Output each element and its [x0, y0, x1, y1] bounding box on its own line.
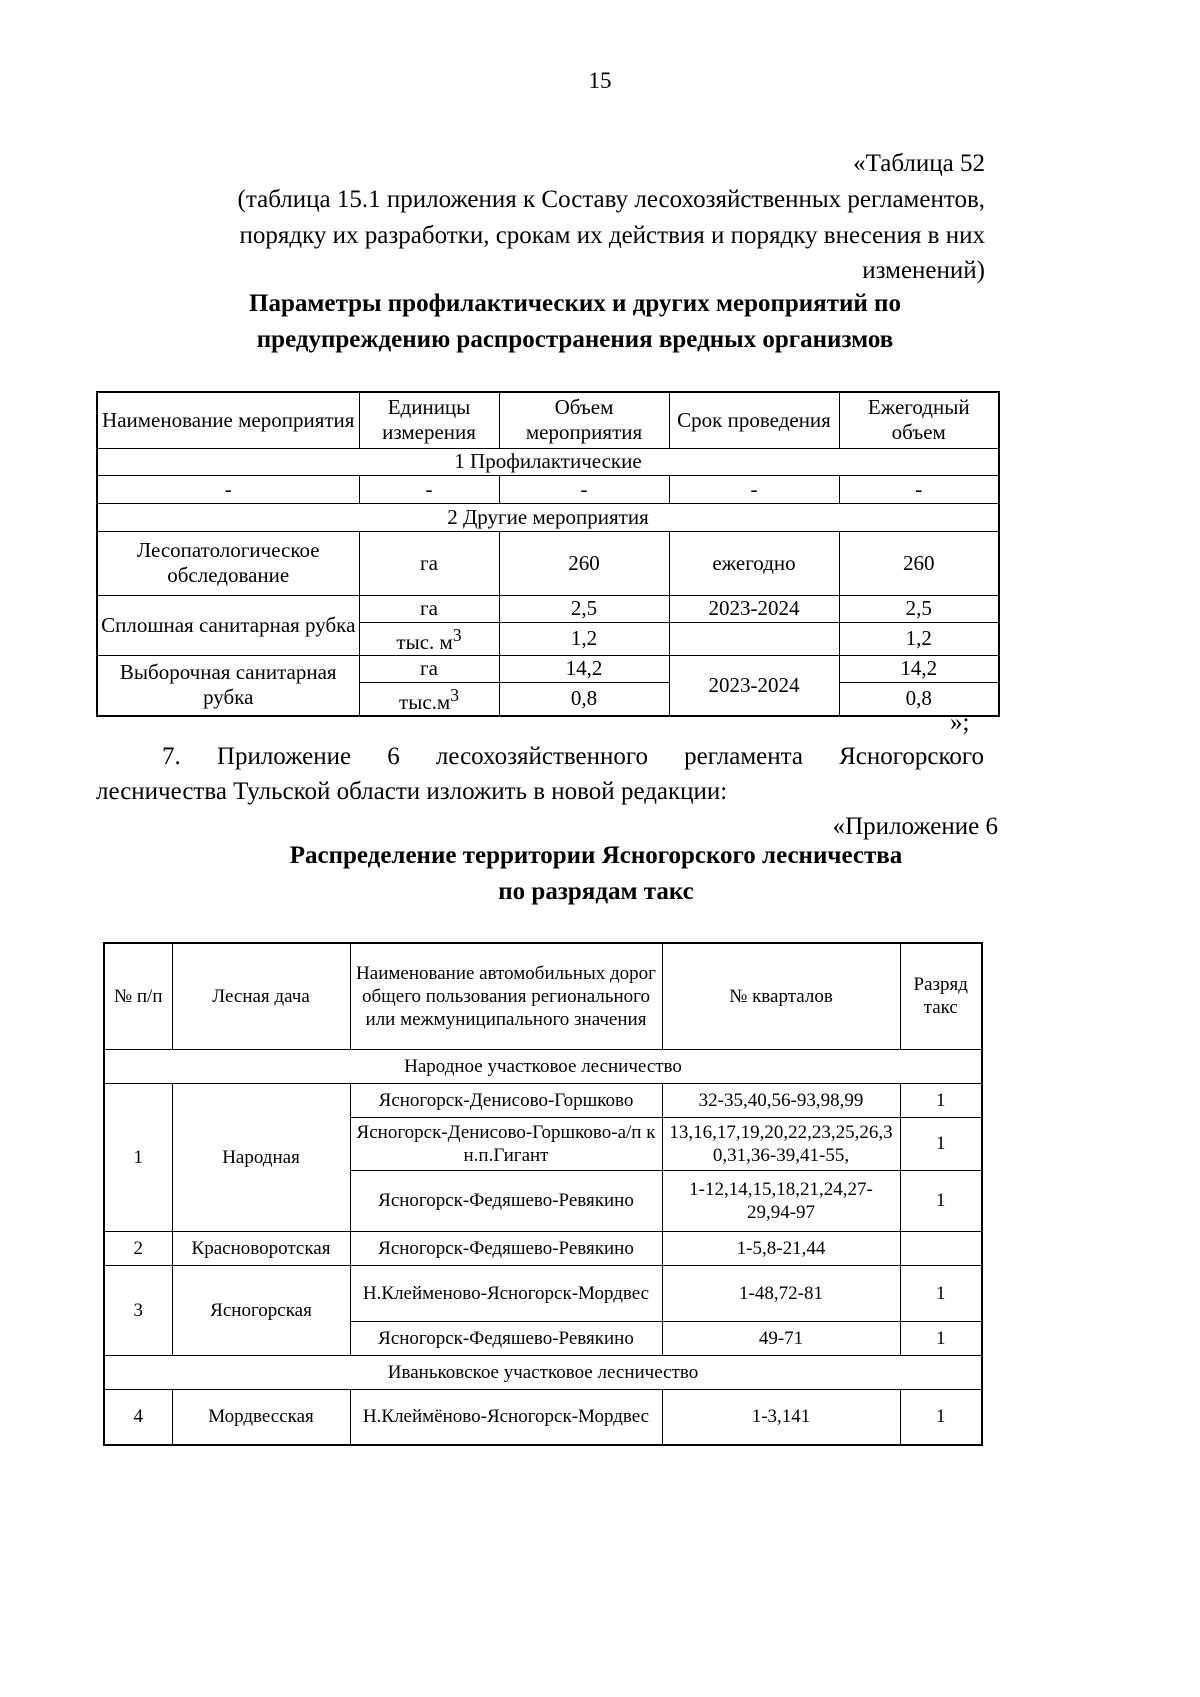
header-cell: Единицы измерения — [359, 392, 499, 448]
table-cell: Выборочная санитарная рубка — [97, 655, 359, 716]
header-cell: Объем мероприятия — [499, 392, 669, 448]
item7-line2: лесничества Тульской области изложить в новой редакции: — [96, 778, 728, 805]
table-cell: 1-48,72-81 — [662, 1265, 900, 1321]
table52-label: «Таблица 52 — [853, 150, 985, 177]
section-row: 1 Профилактические — [97, 448, 999, 475]
table-cell: Красноворотская — [172, 1231, 350, 1265]
table-cell: 2 — [104, 1231, 172, 1265]
table-cell: ежегодно — [669, 531, 839, 595]
table-cell — [900, 1231, 982, 1265]
table-cell: 2,5 — [839, 595, 999, 622]
table-cell: 1,2 — [839, 622, 999, 655]
table-cell: 1-3,141 — [662, 1389, 900, 1445]
table-cell: 49-71 — [662, 1321, 900, 1355]
table-cell: 1 — [900, 1321, 982, 1355]
header-cell: Срок проведения — [669, 392, 839, 448]
table-cell: 14,2 — [839, 655, 999, 682]
table-cell: 1-5,8-21,44 — [662, 1231, 900, 1265]
table-cell: - — [839, 475, 999, 503]
table-cell: 1 — [900, 1083, 982, 1117]
table-cell: га — [359, 531, 499, 595]
table-cell: Ясногорск-Денисово-Горшково — [350, 1083, 662, 1117]
table-cell: 3 — [104, 1265, 172, 1355]
table-cell: Народная — [172, 1083, 350, 1231]
header-cell: № кварталов — [662, 943, 900, 1049]
table-cell: 1 — [900, 1117, 982, 1170]
table-cell: Н.Клейменово-Ясногорск-Мордвес — [350, 1265, 662, 1321]
table-cell: 1 — [900, 1170, 982, 1231]
table-cell: га — [359, 655, 499, 682]
header-cell: Наименование автомобильных дорог общего пользования регионального или межмуниципального значения — [350, 943, 662, 1049]
table-cell: 260 — [499, 531, 669, 595]
item7-line1: 7. Приложение 6 лесохозяйственного регламента Ясногорского — [162, 743, 984, 770]
appendix-title-line2: по разрядам такс — [498, 878, 694, 905]
table-cell: 4 — [104, 1389, 172, 1445]
table-cell: 2023-2024 — [669, 595, 839, 622]
table-cell: Сплошная санитарная рубка — [97, 595, 359, 655]
table-cell: 13,16,17,19,20,22,23,25,26,30,31,36-39,41-55, — [662, 1117, 900, 1170]
table-cell: 1-12,14,15,18,21,24,27-29,94-97 — [662, 1170, 900, 1231]
header-cell: № п/п — [104, 943, 172, 1049]
table52-title-line2: предупреждению распространения вредных организмов — [256, 326, 894, 353]
table-cell: $тыс.м^3$ — [359, 682, 499, 716]
closing-quote: »; — [950, 709, 970, 736]
table52-caption-line4: изменений) — [862, 257, 985, 284]
table-cell: 260 — [839, 531, 999, 595]
tax-rank-table — [103, 942, 983, 1446]
table-cell: тыс. $м^3$ — [359, 622, 499, 655]
table-cell: 0,8 — [839, 682, 999, 716]
appendix-title-line1: Распределение территории Ясногорского лесничества — [289, 842, 903, 869]
table52-caption-line3: порядку их разработки, срокам их действия и порядку внесения в них — [239, 222, 985, 249]
header-cell: Разряд такс — [900, 943, 982, 1049]
table-cell: 14,2 — [499, 655, 669, 682]
table52-caption-line2: (таблица 15.1 приложения к Составу лесохозяйственных регламентов, — [237, 186, 985, 213]
section-row: 2 Другие мероприятия — [97, 503, 999, 531]
table-cell: 32-35,40,56-93,98,99 — [662, 1083, 900, 1117]
table-cell: 1 — [900, 1265, 982, 1321]
section-row: Народное участковое лесничество — [104, 1049, 982, 1083]
section-row: Иваньковское участковое лесничество — [104, 1355, 982, 1389]
header-cell: Ежегодный объем — [839, 392, 999, 448]
table52-title-line1: Параметры профилактических и других мероприятий по — [249, 290, 901, 317]
table-cell: Мордвесская — [172, 1389, 350, 1445]
header-cell: Лесная дача — [172, 943, 350, 1049]
table-cell: - — [669, 475, 839, 503]
table-cell: 1,2 — [499, 622, 669, 655]
table-cell: Н.Клеймёново-Ясногорск-Мордвес — [350, 1389, 662, 1445]
table-cell — [669, 622, 839, 655]
header-cell: Наименование мероприятия — [97, 392, 359, 448]
table-cell: - — [359, 475, 499, 503]
table-cell: 2,5 — [499, 595, 669, 622]
table-cell: 2023-2024 — [669, 655, 839, 716]
table-cell: Ясногорск-Федяшево-Ревякино — [350, 1321, 662, 1355]
page-number: 15 — [588, 68, 612, 93]
table-cell: 0,8 — [499, 682, 669, 716]
table-cell: Ясногорск-Федяшево-Ревякино — [350, 1231, 662, 1265]
table-cell: га — [359, 595, 499, 622]
table-cell: Ясногорск-Денисово-Горшково-а/п к н.п.Гигант — [350, 1117, 662, 1170]
appendix-label: «Приложение 6 — [832, 813, 998, 840]
table-cell: Ясногорская — [172, 1265, 350, 1355]
table-cell: Ясногорск-Федяшево-Ревякино — [350, 1170, 662, 1231]
table-cell: - — [499, 475, 669, 503]
table-cell: - — [97, 475, 359, 503]
measures-table — [96, 391, 1000, 717]
table-cell: Лесопатологическое обследование — [97, 531, 359, 595]
table-cell: 1 — [104, 1083, 172, 1231]
table-cell: 1 — [900, 1389, 982, 1445]
